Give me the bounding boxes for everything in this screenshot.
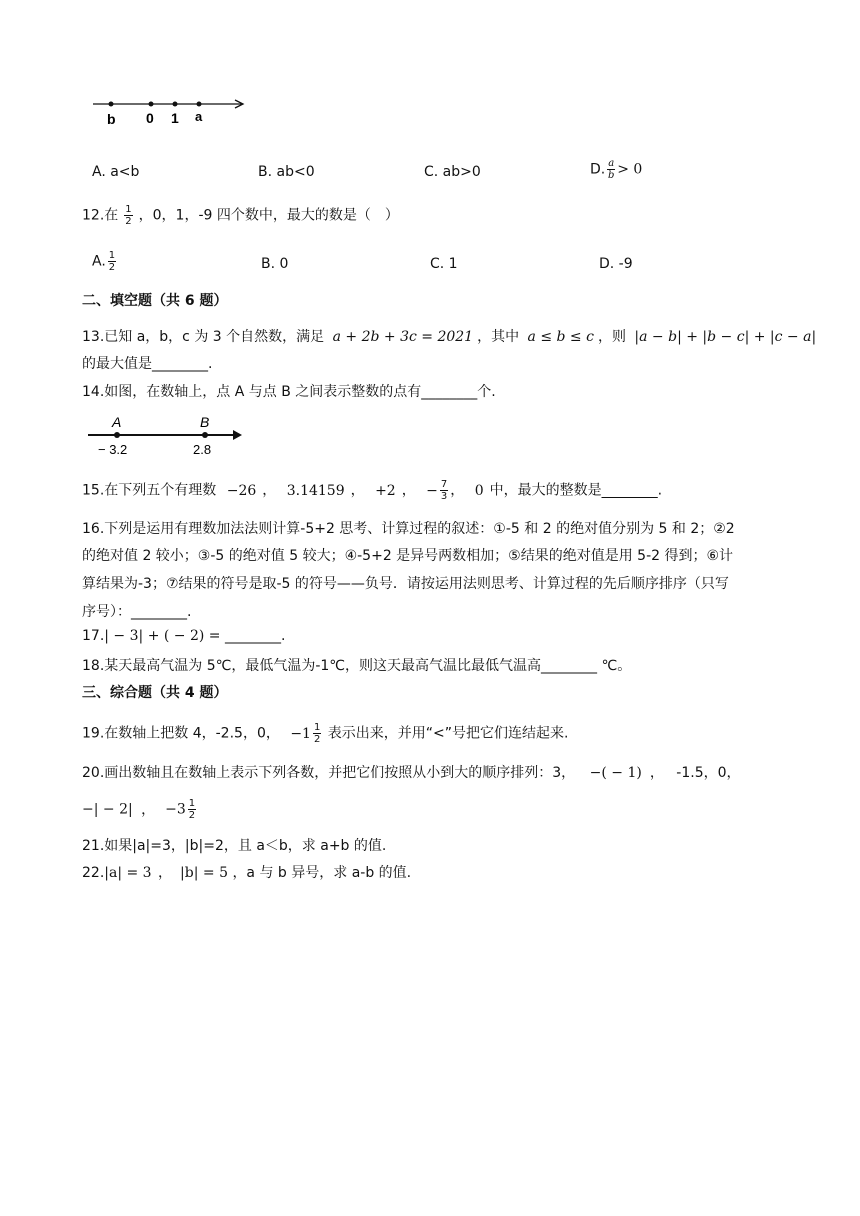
q15-number-4-fraction (440, 479, 448, 502)
q20-line-2 (82, 798, 198, 821)
q15-number-4-sign: − (426, 482, 438, 499)
q14-value-a: − 3.2 (98, 442, 128, 457)
q19-question (82, 722, 568, 745)
q13-equation: a + 2b + 3c = 2021 (332, 329, 474, 345)
q19-denominator: 2 (313, 734, 321, 745)
q11-label-0: 0 (146, 110, 154, 126)
q12-option-a (92, 250, 118, 273)
q12-option-a-numerator: 1 (108, 250, 116, 261)
q20-tail: -1.5，0， (676, 765, 741, 781)
q12-question (82, 204, 399, 227)
q17-blank: ________. (224, 628, 286, 644)
q20-mixed-number-fraction (188, 798, 196, 821)
q22-expression-2: |b| = 5 (180, 865, 228, 881)
q17-expression: | − 3| + ( − 2) = (104, 628, 221, 644)
q13-text-b: ，其中 (477, 329, 520, 345)
q12-option-d: D. -9 (599, 256, 633, 272)
q12-fraction (124, 204, 132, 227)
q14-number-line-figure (86, 410, 246, 460)
q15-question (82, 479, 662, 502)
q20-separator-1: ， (649, 765, 664, 781)
q12-prefix: 12.在 (82, 207, 119, 224)
q12-option-a-denominator: 2 (108, 262, 116, 273)
q16-line-4: 序号）：________. (82, 604, 192, 620)
q11-point-0 (149, 102, 154, 107)
q22-suffix: ，a 与 b 异号，求 a-b 的值. (232, 865, 412, 881)
q15-number-4-numerator: 7 (440, 479, 448, 490)
q14-point-b (202, 432, 208, 438)
q20-prefix: 20.画出数轴且在数轴上表示下列各数，并把它们按照从小到大的顺序排列：3， (82, 765, 576, 781)
q18-question: 18.某天最高气温为 5℃，最低气温为-1℃，则这天最高气温比最低气温高________ ℃。 (82, 658, 632, 674)
q15-prefix: 15.在下列五个有理数 (82, 482, 217, 499)
q12-option-a-fraction (108, 250, 116, 273)
q11-point-a (197, 102, 202, 107)
q15-separator-4: ， (450, 482, 465, 499)
q15-number-3: +2 (375, 482, 396, 499)
q15-number-4-denominator: 3 (440, 491, 448, 502)
q19-prefix: 19.在数轴上把数 4，-2.5，0， (82, 725, 280, 742)
q17-question (82, 628, 285, 644)
q14-value-b: 2.8 (193, 442, 212, 457)
q11-option-d (590, 158, 642, 181)
q15-separator-2: ， (350, 482, 365, 499)
q19-mixed-number-whole: −1 (290, 725, 311, 742)
q11-option-b: B. ab<0 (258, 164, 315, 180)
q15-separator-1: ， (262, 482, 277, 499)
q14-point-a (114, 432, 120, 438)
q20-denominator: 2 (188, 810, 196, 821)
section-comprehensive-heading: 三、综合题（共 4 题） (82, 685, 228, 701)
q14-label-a: A (112, 414, 122, 430)
q11-option-c: C. ab>0 (424, 164, 481, 180)
q16-line-3: 算结果为-3；⑦结果的符号是取-5 的符号——负号．请按运用法则思考、计算过程的先后顺序排序（只写 (82, 576, 729, 592)
q11-option-d-numerator: a (608, 158, 615, 169)
q13-line-2: 的最大值是________. (82, 356, 213, 372)
section-fill-in-heading: 二、填空题（共 6 题） (82, 293, 228, 309)
q17-prefix: 17. (82, 628, 105, 644)
q20-numerator: 1 (188, 798, 196, 809)
q15-separator-3: ， (401, 482, 416, 499)
q14-axis-arrow (233, 430, 242, 440)
q12-option-a-label: A. (92, 253, 106, 270)
q11-label-1: 1 (171, 110, 179, 126)
q22-separator: ， (158, 865, 173, 881)
q11-number-line-figure (90, 92, 250, 128)
q13-text-c: ，则 (597, 329, 626, 345)
q12-numerator: 1 (125, 204, 132, 215)
q22-question (82, 862, 411, 882)
q15-number-2: 3.14159 (286, 482, 345, 499)
q19-suffix: 表示出来，并用“<”号把它们连结起来. (327, 725, 569, 742)
q16-line-2: 的绝对值 2 较小；③-5 的绝对值 5 较大；④-5+2 是异号两数相加；⑤结果的绝对值是用 5-2 得到；⑥计 (82, 548, 734, 564)
q20-expression-1: −( − 1) (589, 765, 642, 781)
q14-label-b: B (200, 414, 210, 430)
q20-separator-2: ， (141, 801, 156, 818)
q20-line-1 (82, 762, 741, 782)
q11-option-d-fraction (607, 158, 615, 181)
q19-mixed-number-fraction (313, 722, 321, 745)
q11-option-d-label: D. (590, 161, 606, 178)
q20-mixed-number-whole: −3 (165, 801, 186, 818)
q11-label-b: b (107, 111, 116, 127)
q11-option-d-inequality: > 0 (617, 161, 643, 178)
q20-expression-2: −| − 2| (82, 801, 133, 818)
q12-option-c: C. 1 (430, 256, 458, 272)
q21-question: 21.如果|a|=3，|b|=2，且 a＜b，求 a+b 的值. (82, 838, 387, 854)
q13-text-a: 13.已知 a，b，c 为 3 个自然数，满足 (82, 329, 325, 345)
q11-point-1 (173, 102, 178, 107)
q15-suffix: 中，最大的整数是________. (489, 482, 663, 499)
q22-expression-1: |a| = 3 (104, 865, 152, 881)
q11-option-a: A. a<b (92, 164, 140, 180)
q22-prefix: 22. (82, 865, 105, 881)
q15-number-1: −26 (226, 482, 257, 499)
q12-denominator: 2 (125, 216, 132, 227)
q16-line-1: 16.下列是运用有理数加法法则计算-5+2 思考、计算过程的叙述：①-5 和 2 的绝对值分别为 5 和 2；②2 (82, 521, 735, 537)
q13-absolute-sum: |a − b| + |b − c| + |c − a| (634, 329, 817, 345)
q11-option-d-denominator: b (608, 170, 615, 181)
q13-line-1 (82, 326, 816, 346)
q14-question: 14.如图，在数轴上，点 A 与点 B 之间表示整数的点有________个. (82, 384, 496, 400)
q11-label-a: a (195, 109, 203, 124)
q12-text: ，0，1，-9 四个数中，最大的数是（ ） (138, 207, 399, 224)
q19-numerator: 1 (313, 722, 321, 733)
q11-point-b (109, 102, 114, 107)
q12-option-b: B. 0 (261, 256, 289, 272)
q13-inequality: a ≤ b ≤ c (527, 329, 594, 345)
q15-number-5: 0 (474, 482, 484, 499)
